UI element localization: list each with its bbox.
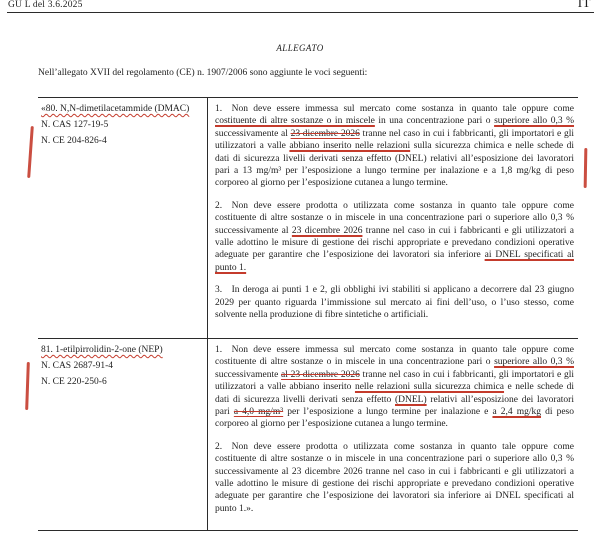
text-run: 1. Non deve essere immessa sul mercato come sostanza in quanto tale oppure come costituente di altre sostanze o in miscele in una concentrazione pari o [215, 345, 574, 368]
substance-cell [38, 339, 208, 530]
condition-paragraph [215, 284, 574, 321]
condition-paragraph [215, 441, 574, 515]
cas-number: N. CAS 2687-91-4 [41, 361, 114, 371]
annex-title: ALLEGATO [276, 43, 324, 53]
red-annotated-text: a 2,4 mg/kg [492, 407, 542, 418]
red-annotated-text: abbiano inserito nelle relazioni [289, 141, 411, 152]
table-row [38, 338, 578, 530]
header-rule [7, 12, 594, 13]
red-annotated-text: superiore allo 0,3 % [494, 116, 575, 127]
text-run: tranne nel caso in cui i fabbricanti, gli importatori e gli utilizzatori a valle abbiano inserito [215, 369, 574, 393]
red-annotated-text: 23 dicembre 2026 [290, 128, 360, 139]
text-run: per l’esposizione a lungo termine per inalazione e [283, 407, 493, 418]
red-margin-mark [584, 148, 587, 188]
red-annotated-text: superiore allo 0,3 % [494, 357, 574, 368]
conditions-cell [208, 98, 578, 338]
red-margin-mark [25, 362, 29, 410]
red-annotated-text: 81. 1-etilpirrolidin-2-one (NEP) [41, 345, 163, 355]
cas-number: N. CAS 127-19-5 [41, 120, 109, 130]
text-run: 2. Non deve essere prodotta o utilizzata come sostanza in quanto tale oppure come costituente di altre sostanze o in miscele in una concentrazione pari o superiore allo 0,3 % successivamente al [215, 200, 574, 236]
condition-paragraph [215, 344, 574, 431]
red-margin-mark [27, 126, 33, 178]
journal-reference: GU L del 3.6.2025 [8, 0, 83, 10]
text-run: successivamente al [215, 128, 291, 139]
text-run: 2. Non deve essere prodotta o utilizzata come sostanza in quanto tale oppure come costituente di altre sostanze o in miscele in una concentrazione pari o superiore allo 0,3 % successivamente al 23 dicembre 2026 tranne nel caso in cui i fabbricanti e gli utilizzatori a valle adottino le misure di gestione dei rischi appropriate e prevedano condizioni operative adeguate per garantire che l’esposizione dei lavoratori sia inferiore ai DNEL specificati al punto 1.». [215, 441, 574, 514]
text-run: successivamente [215, 369, 282, 380]
text-run: 1. Non deve essere immessa sul mercato come sostanza in quanto tale oppure come [215, 104, 574, 114]
text-run: relativi all’esposizione dei lavoratori pari [215, 394, 574, 418]
condition-paragraph [215, 103, 574, 190]
substance-name [41, 103, 197, 116]
red-annotated-text: (DNEL) [394, 394, 427, 405]
red-annotated-text: 23 dicembre 2026 [291, 225, 363, 236]
entries-table [38, 97, 578, 531]
entries-table-body [38, 98, 578, 530]
substance-name [41, 344, 197, 357]
text-run: tranne nel caso in cui i fabbricanti, gli importatori e gli utilizzatori a valle [215, 128, 574, 152]
text-run: sulla sicurezza chimica e nelle schede di dati di sicurezza livelli derivati senza effetto (DNEL) relativi all’esposizione dei lavoratori pari a 13 mg/m³ per l’esposizione a lungo termine per inalazione e a 1,8 mg/kg di peso corporeo al giorno per l’esposizione cutanea a lungo termine. [215, 141, 575, 189]
text-run: e nelle schede di dati di sicurezza livelli derivati senza effetto [215, 382, 574, 405]
red-annotated-text: a 4,0 mg/m³ [233, 407, 284, 418]
condition-paragraph [215, 200, 574, 274]
table-row [38, 98, 578, 338]
conditions-cell [208, 339, 578, 530]
intro-text: Nell’allegato XVII del regolamento (CE) n. 1907/2006 sono aggiunte le voci seguenti: [38, 68, 368, 78]
ce-number: N. CE 220-250-6 [41, 377, 107, 387]
text-run: tranne nel caso in cui i fabbricanti e gli utilizzatori a valle adottino le misure di gestione dei rischi appropriate e prevedano condizioni operative adeguate per garantire che l’esposizione dei lavoratori sia inferiore [215, 225, 574, 261]
ce-number: N. CE 204-826-4 [41, 136, 107, 146]
red-annotated-text: «80. N,N-dimetilacetammide (DMAC) [41, 104, 190, 114]
red-annotated-text: al 23 dicembre 2026 [281, 369, 360, 380]
language-code: IT [577, 0, 591, 10]
text-run: 3. In deroga ai punti 1 e 2, gli obblighi ivi stabiliti si applicano a decorrere dal 23 giugno 2029 per quanto riguarda l’immissione sul mercato ai fini dell’uso, o l’uso stesso, come solvente nella produzione di fibre sintetiche o artificiali. [215, 285, 574, 321]
red-annotated-text: costituente di altre sostanze o in miscele [215, 116, 375, 127]
red-annotated-text: ai DNEL specificati al punto 1. [215, 250, 574, 273]
text-run: in una concentrazione pari o [374, 116, 495, 127]
substance-cell [38, 98, 208, 338]
red-annotated-text: nelle relazioni sulla sicurezza chimica [354, 382, 505, 393]
text-run: di peso corporeo al giorno per l’esposizione cutanea a lungo termine. [215, 407, 574, 430]
